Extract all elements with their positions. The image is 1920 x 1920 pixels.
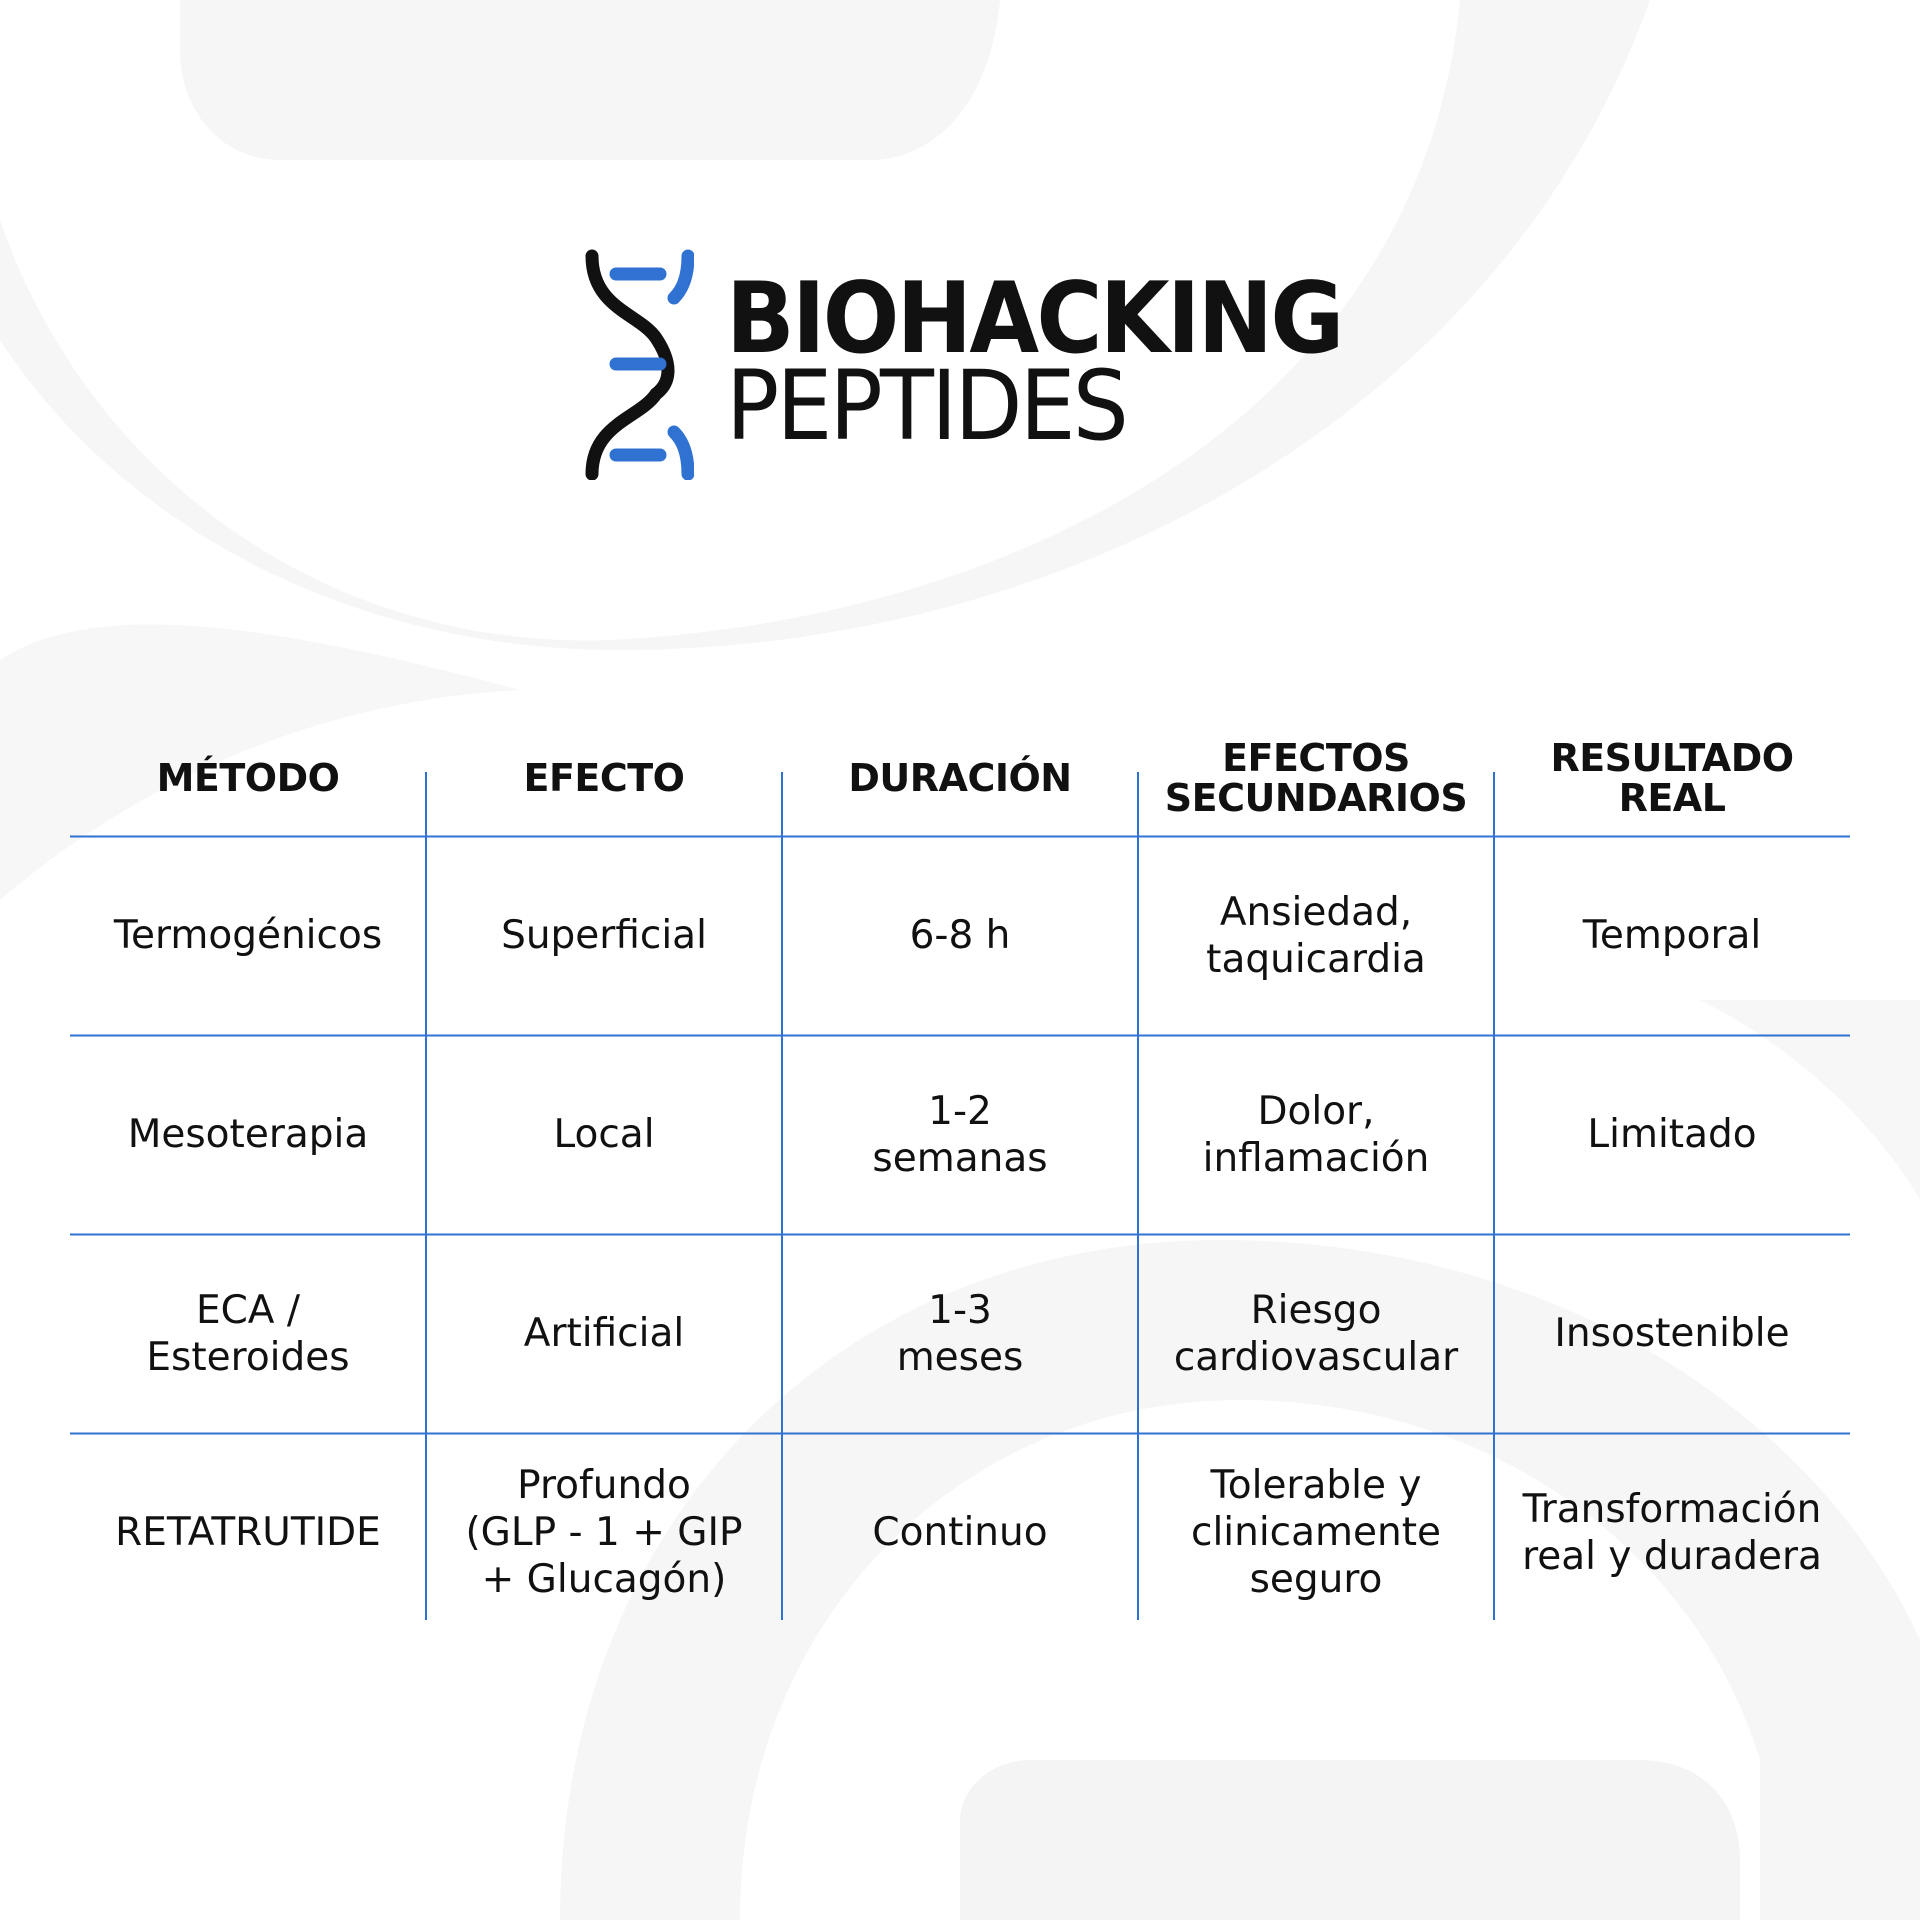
table-cell: 1-3 meses [896, 1287, 1024, 1380]
table-cell: RETATRUTIDE [115, 1510, 381, 1555]
table-cell: Temporal [1582, 913, 1762, 958]
table-cell: Tolerable y clinicamente seguro [1191, 1463, 1441, 1602]
table-cell: Local [553, 1112, 655, 1157]
table-cell: Profundo (GLP - 1 + GIP + Glucagón) [465, 1463, 743, 1602]
dna-helix-icon [578, 248, 694, 480]
table-cell: Continuo [872, 1510, 1048, 1555]
header-cell: EFECTOS SECUNDARIOS [1164, 736, 1468, 820]
comparison-table [70, 720, 1850, 1620]
table-cell: Termogénicos [113, 913, 383, 958]
table-cell: 1-2 semanas [872, 1088, 1048, 1181]
table-cell: Limitado [1587, 1112, 1757, 1157]
table-cell: Superficial [501, 913, 707, 958]
table-cell: 6-8 h [909, 913, 1011, 958]
header-cell: MÉTODO [156, 756, 340, 800]
table-cell: Ansiedad, taquicardia [1206, 889, 1426, 982]
table-cell: Riesgo cardiovascular [1173, 1287, 1459, 1380]
table-cell: Transformación real y duradera [1522, 1486, 1822, 1579]
table-cell: Mesoterapia [127, 1112, 369, 1157]
table-cell: Dolor, inflamación [1202, 1088, 1430, 1181]
header-cell: RESULTADO REAL [1550, 736, 1794, 820]
helix-strand-right [674, 256, 688, 298]
brand-logo [578, 248, 1358, 480]
header-cell: EFECTO [523, 756, 685, 800]
table-cell: ECA / Esteroides [146, 1287, 350, 1380]
header-cell: DURACIÓN [848, 756, 1072, 800]
brand-name-line2: PEPTIDES [726, 350, 1127, 462]
brand-name-line1: BIOHACKING [726, 262, 1342, 376]
helix-strand-right-bottom [674, 432, 688, 474]
table-cell: Insostenible [1554, 1311, 1790, 1356]
table-cell: Artificial [523, 1311, 685, 1356]
